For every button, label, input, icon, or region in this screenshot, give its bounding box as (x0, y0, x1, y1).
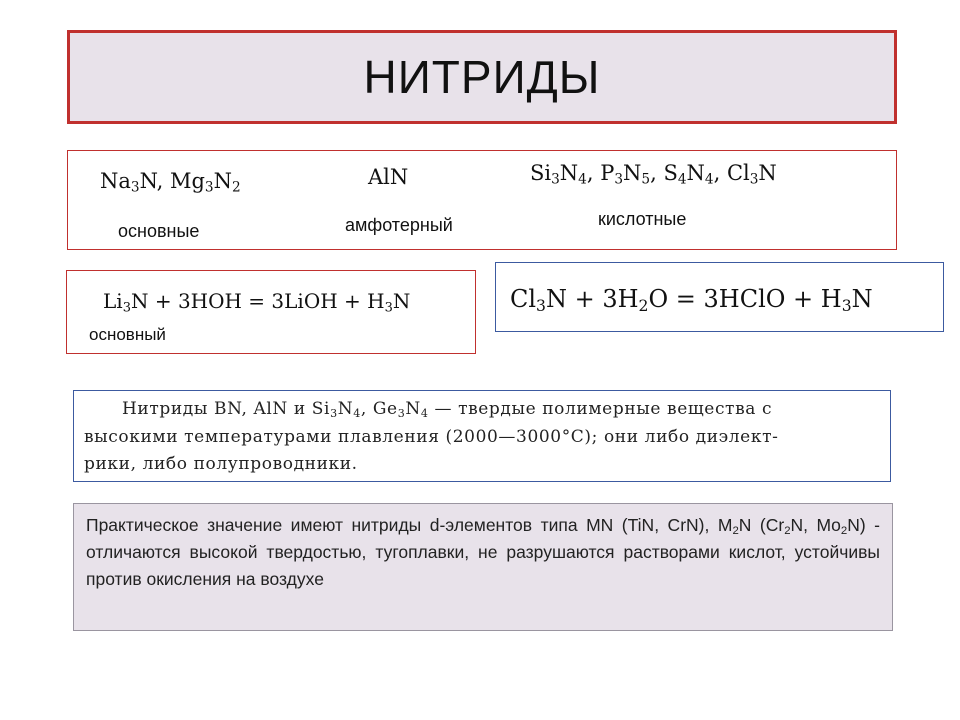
amphoteric-label: амфотерный (345, 215, 453, 235)
title-banner (67, 30, 897, 124)
acidic-nitrides-formula: $Si_3N_4$, $P_3N_5$, $S_4N_4$, $Cl_3N$ (530, 161, 777, 188)
page-title: НИТРИДЫ (363, 51, 601, 103)
li3n-equation: $Li_3N + 3HOH$ = 3LiOH + $H_3N$ (103, 289, 411, 316)
li3n-reaction-box (66, 270, 476, 354)
practical-text: Практическое значение имеют нитриды d-элементов типа MN (TiN, CrN), $M_2N$ ($Cr_2N$, $Mo_2N$) - отличаются высокой твердостью, тугоплавки, не разрушаются растворами кислот, устойчивы против окисления на воздухе (86, 515, 881, 589)
polymer-text-line-2: высокими температурами плавления (2000—3000°С); они либо диэлект- (84, 427, 779, 447)
nitride-types-box (67, 150, 897, 250)
basic-nitrides-formula: $Na_3N$, $Mg_3N_2$ (100, 169, 241, 196)
acidic-label: кислотные (598, 209, 687, 229)
li3n-basic-label: основный (89, 325, 166, 344)
polymer-text-line-1: Нитриды BN, AlN и $Si_3N_4$, $Ge_3N_4$ — твердые полимерные вещества с (122, 399, 773, 420)
basic-label: основные (118, 221, 200, 241)
cl3n-equation: $Cl_3N + 3H_2O$ = 3HClO + $H_3N$ (510, 285, 873, 315)
polymer-nitrides-box (73, 390, 891, 482)
cl3n-reaction-box (495, 262, 944, 332)
polymer-text-line-3: рики, либо полупроводники. (84, 454, 358, 474)
practical-significance-box (73, 503, 893, 631)
amphoteric-nitride-formula: AlN (368, 165, 409, 189)
